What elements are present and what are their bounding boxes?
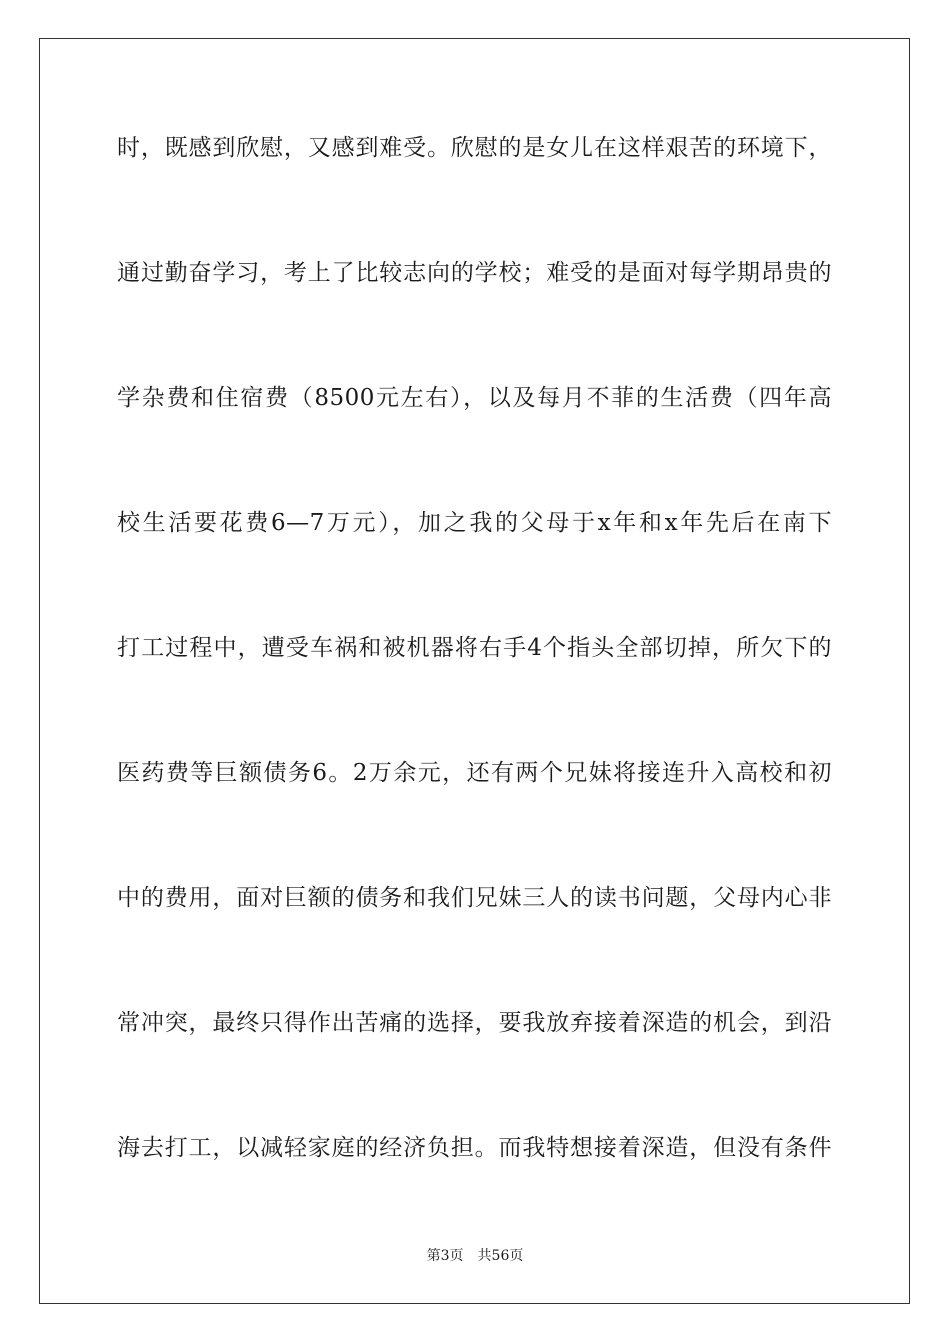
text-line: 时，既感到欣慰，又感到难受。欣慰的是女儿在这样艰苦的环境下， bbox=[117, 135, 832, 161]
text-line: 学杂费和住宿费（8500元左右），以及每月不菲的生活费（四年高 bbox=[117, 385, 832, 411]
text-line: 校生活要花费6—7万元），加之我的父母于x年和x年先后在南下 bbox=[117, 510, 832, 536]
text-line: 海去打工，以减轻家庭的经济负担。而我特想接着深造，但没有条件 bbox=[117, 1135, 832, 1161]
page-footer bbox=[0, 1247, 950, 1265]
text-line: 通过勤奋学习，考上了比较志向的学校；难受的是面对每学期昂贵的 bbox=[117, 260, 832, 286]
text-line: 常冲突，最终只得作出苦痛的选择，要我放弃接着深造的机会，到沿 bbox=[117, 1010, 832, 1036]
text-line: 打工过程中，遭受车祸和被机器将右手4个指头全部切掉，所欠下的 bbox=[117, 635, 832, 661]
page-total: 共56页 bbox=[477, 1248, 524, 1264]
text-line: 中的费用，面对巨额的债务和我们兄妹三人的读书问题，父母内心非 bbox=[117, 885, 832, 911]
page-border bbox=[39, 38, 910, 1304]
page-number: 第3页 bbox=[426, 1248, 464, 1264]
text-line: 医药费等巨额债务6。2万余元，还有两个兄妹将接连升入高校和初 bbox=[117, 760, 832, 786]
